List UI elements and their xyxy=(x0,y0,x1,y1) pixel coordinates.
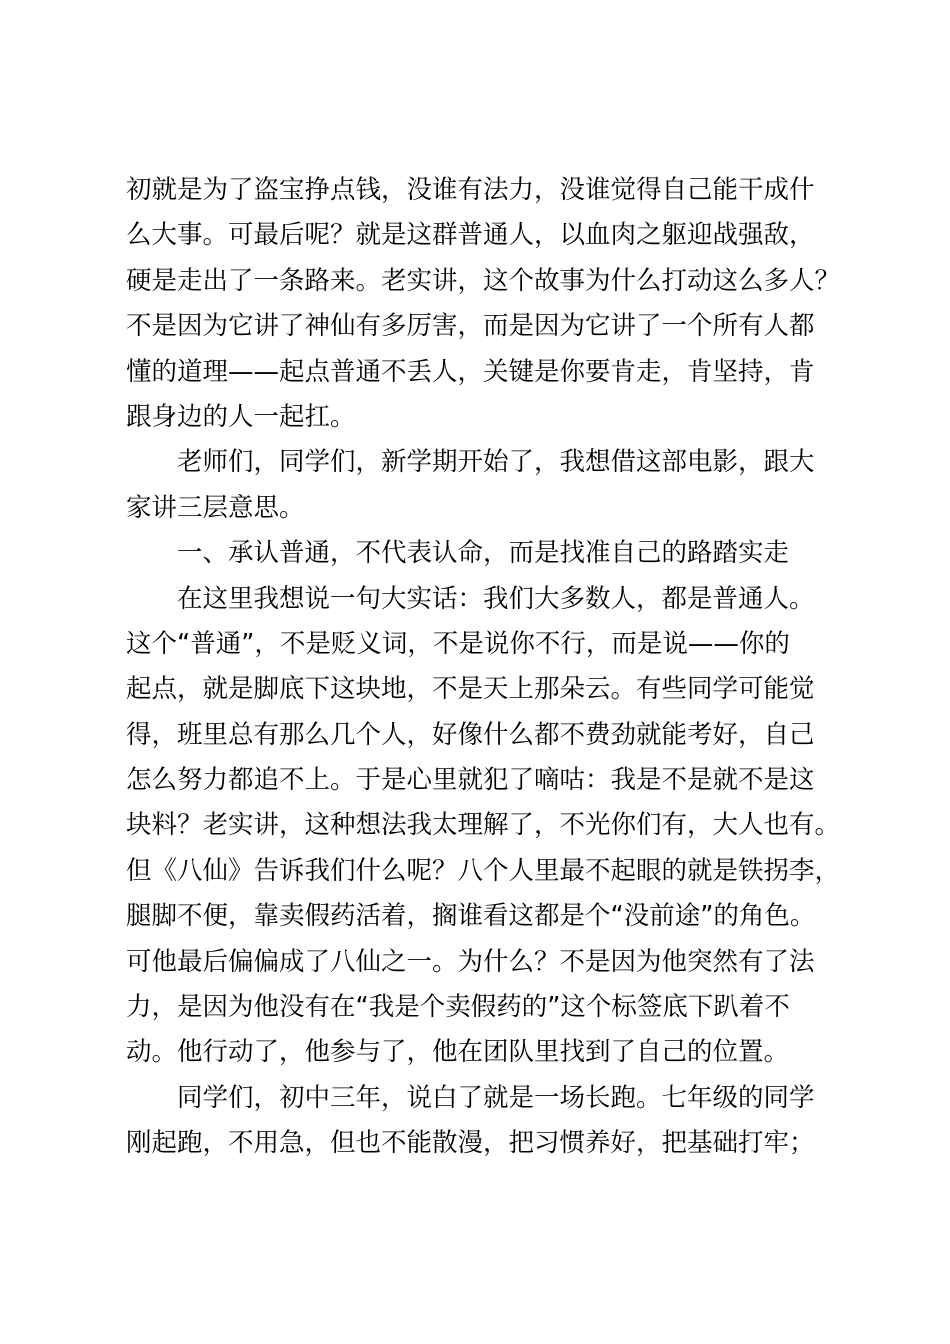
text-line: 块料？老实讲，这种想法我太理解了，不光你们有，大人也有。 xyxy=(126,810,841,841)
text-line: 么大事。可最后呢？就是这群普通人，以血肉之躯迎战强敌， xyxy=(126,220,815,251)
paragraph-first-line: 同学们，初中三年，说白了就是一场长跑。七年级的同学 xyxy=(177,1082,815,1113)
paragraph-first-line: 在这里我想说一句大实话：我们大多数人，都是普通人。 xyxy=(177,583,815,614)
text-line: 起点，就是脚底下这块地，不是天上那朵云。有些同学可能觉 xyxy=(126,674,815,705)
paragraph-first-line: 老师们，同学们，新学期开始了，我想借这部电影，跟大 xyxy=(177,447,815,478)
text-line: 家讲三层意思。 xyxy=(126,492,305,523)
text-line: 力，是因为他没有在“我是个卖假药的”这个标签底下趴着不 xyxy=(126,992,790,1023)
text-line: 不是因为它讲了神仙有多厉害，而是因为它讲了一个所有人都 xyxy=(126,311,815,342)
text-line: 但《八仙》告诉我们什么呢？八个人里最不起眼的就是铁拐李， xyxy=(126,855,841,886)
text-line: 动。他行动了，他参与了，他在团队里找到了自己的位置。 xyxy=(126,1037,790,1068)
section-heading: 一、承认普通，不代表认命，而是找准自己的路踏实走 xyxy=(177,538,790,569)
text-line: 懂的道理——起点普通不丢人，关键是你要肯走，肯坚持，肯 xyxy=(126,356,815,387)
document-body xyxy=(126,168,841,1167)
text-line: 怎么努力都追不上。于是心里就犯了嘀咕：我是不是就不是这 xyxy=(126,765,815,796)
text-line: 硬是走出了一条路来。老实讲，这个故事为什么打动这么多人？ xyxy=(126,265,841,296)
text-line: 可他最后偏偏成了八仙之一。为什么？不是因为他突然有了法 xyxy=(126,946,815,977)
text-line: 初就是为了盗宝挣点钱，没谁有法力，没谁觉得自己能干成什 xyxy=(126,175,815,205)
text-line: 得，班里总有那么几个人，好像什么都不费劲就能考好，自己 xyxy=(126,719,815,750)
text-line: 这个“普通”，不是贬义词，不是说你不行，而是说——你的 xyxy=(126,628,790,659)
text-line: 刚起跑，不用急，但也不能散漫，把习惯养好，把基础打牢； xyxy=(126,1128,815,1159)
text-line: 腿脚不便，靠卖假药活着，搁谁看这都是个“没前途”的角色。 xyxy=(126,901,816,932)
text-line: 跟身边的人一起扛。 xyxy=(126,401,356,432)
